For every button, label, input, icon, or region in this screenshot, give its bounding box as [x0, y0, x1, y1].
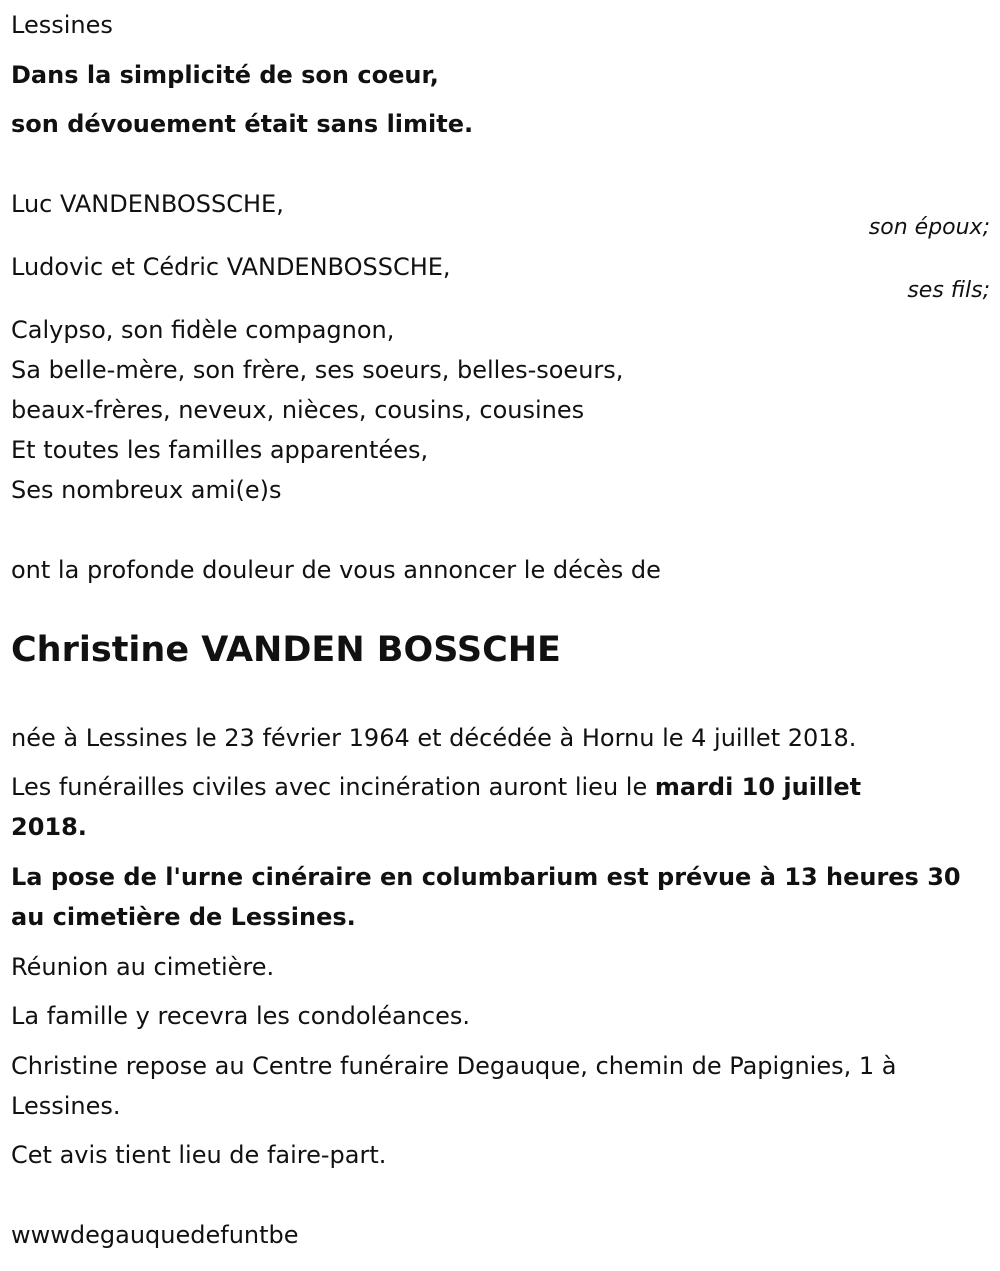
family-line-5: Ses nombreux ami(e)s	[11, 476, 282, 504]
repose-line-2: Lessines.	[11, 1092, 121, 1120]
birth-death: née à Lessines le 23 février 1964 et décédée à Hornu le 4 juillet 2018.	[11, 724, 857, 752]
sons-role: ses fils;	[907, 278, 990, 303]
funeral-text: Les funérailles civiles avec incinération auront lieu le	[11, 773, 655, 801]
urn-line-2: au cimetière de Lessines.	[11, 903, 356, 931]
family-line-1: Calypso, son fidèle compagnon,	[11, 316, 395, 344]
urn-line-1: La pose de l'urne cinéraire en columbarium est prévue à 13 heures 30	[11, 863, 961, 891]
funeral-date-year: 2018.	[11, 813, 87, 841]
funeral-line-1	[11, 772, 861, 802]
husband-role: son époux;	[868, 215, 990, 240]
repose-line-1: Christine repose au Centre funéraire Degauque, chemin de Papignies, 1 à	[11, 1052, 897, 1080]
website: wwwdegauquedefuntbe	[11, 1221, 299, 1249]
family-line-3: beaux-frères, neveux, nièces, cousins, cousines	[11, 396, 585, 424]
location: Lessines	[11, 11, 113, 39]
quote-line-2: son dévouement était sans limite.	[11, 110, 474, 138]
funeral-date: mardi 10 juillet	[654, 773, 862, 801]
meeting: Réunion au cimetière.	[11, 953, 275, 981]
family-line-2: Sa belle-mère, son frère, ses soeurs, belles-soeurs,	[11, 356, 624, 384]
family-line-4: Et toutes les familles apparentées,	[11, 436, 429, 464]
deceased-name: Christine VANDEN BOSSCHE	[11, 630, 561, 670]
husband-name: Luc VANDENBOSSCHE,	[11, 190, 284, 218]
quote-line-1: Dans la simplicité de son coeur,	[11, 61, 439, 89]
condolences: La famille y recevra les condoléances.	[11, 1002, 470, 1030]
notice: Cet avis tient lieu de faire-part.	[11, 1141, 387, 1169]
announcement: ont la profonde douleur de vous annoncer le décès de	[11, 556, 661, 584]
sons-name: Ludovic et Cédric VANDENBOSSCHE,	[11, 253, 451, 281]
